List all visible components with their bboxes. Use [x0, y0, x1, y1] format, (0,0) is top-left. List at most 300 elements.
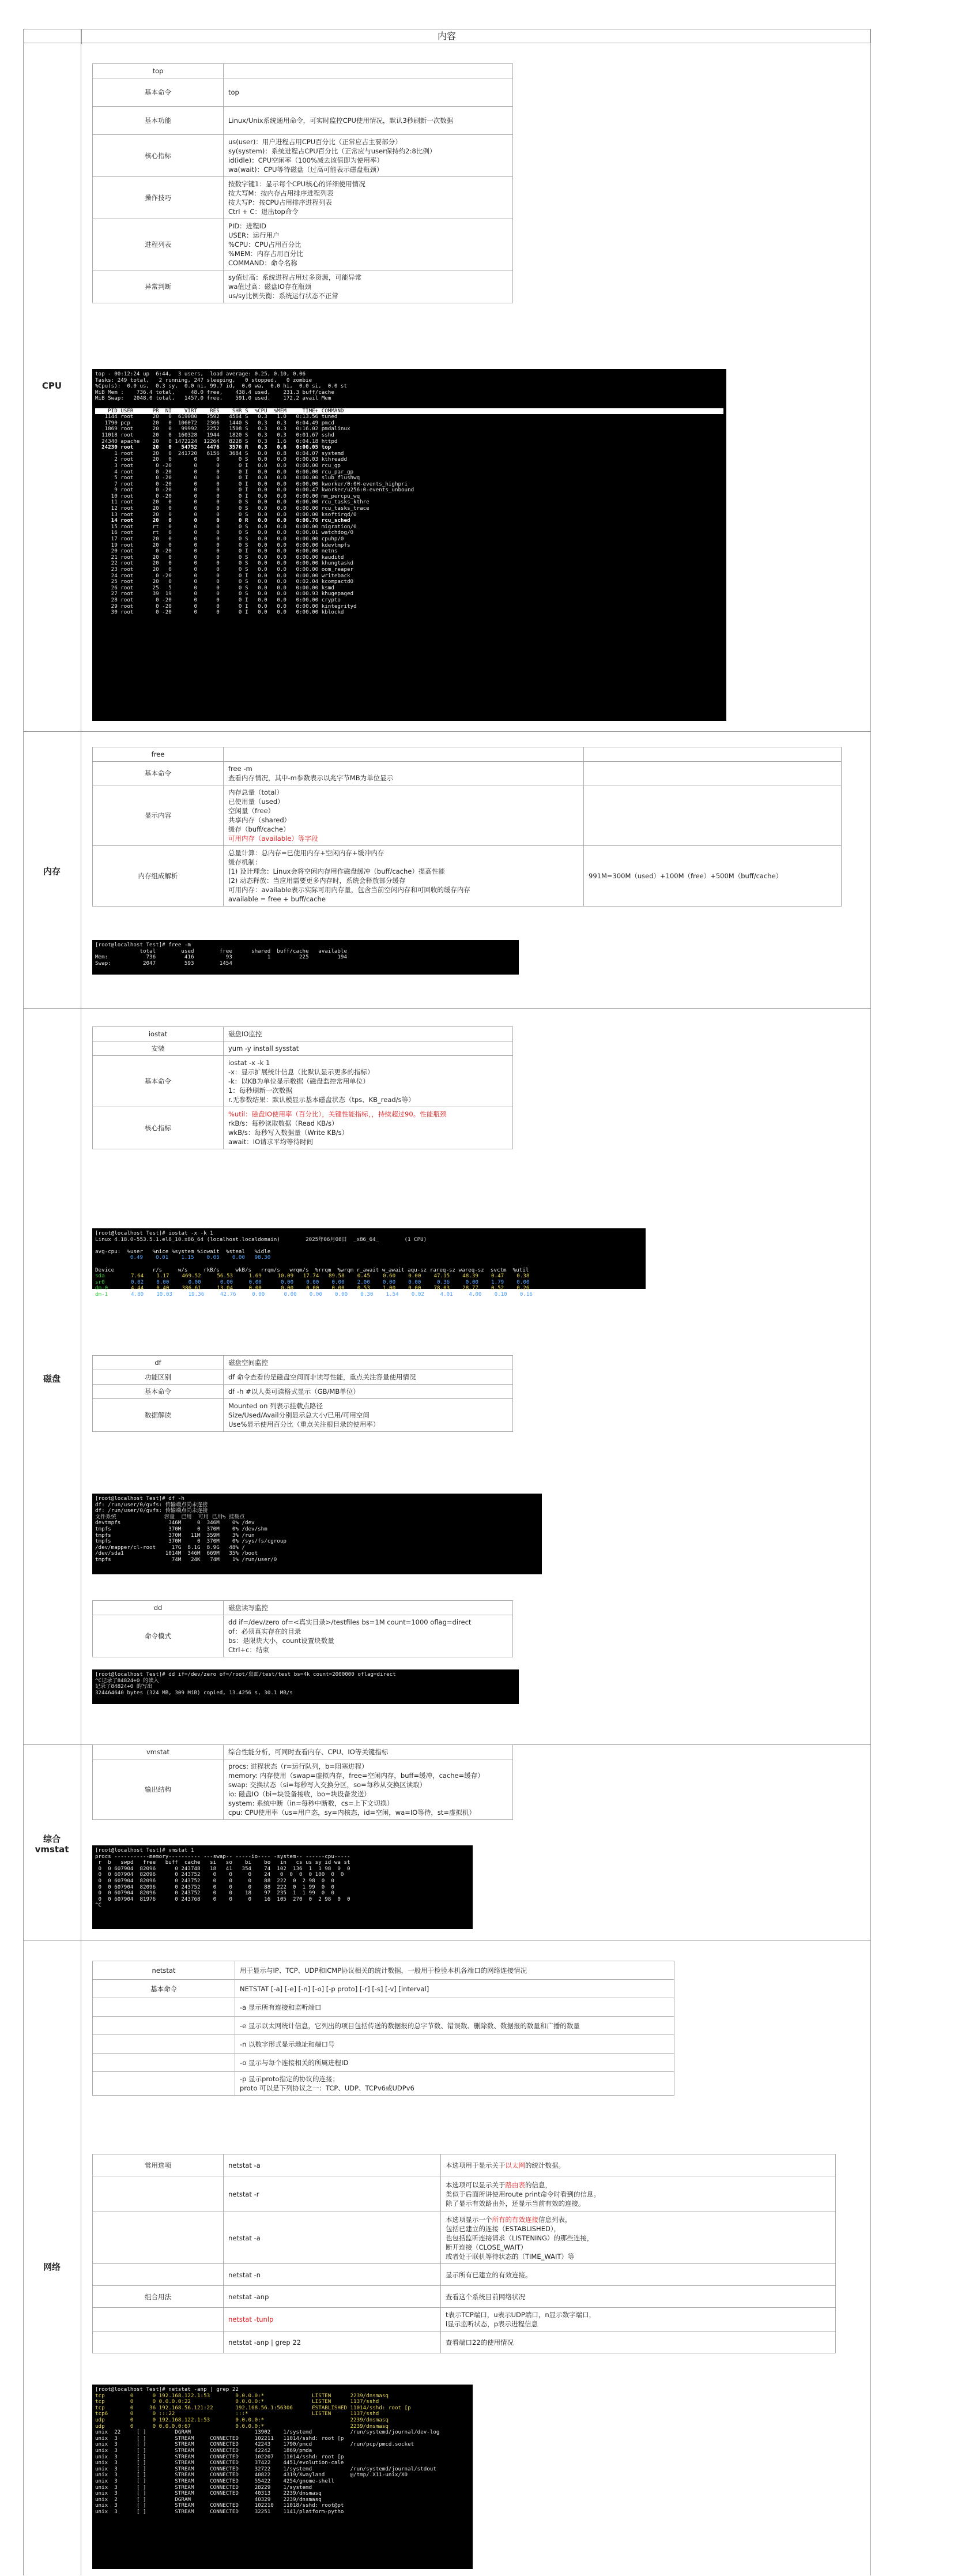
options-command-cell: netstat -r [224, 2176, 441, 2212]
top-process-row: 4 root 0 -20 0 0 0 I 0.0 0.0 0:00.00 rcu_par_gp [95, 468, 354, 475]
iostat-terminal-line: avg-cpu: %user %nice %system %iowait %steal %idle [95, 1248, 271, 1255]
df-terminal-line: 文件系统 容量 已用 可用 已用% 挂载点 [95, 1513, 245, 1520]
options-description-line: 也包括监听连接请求（LISTENING）的那些连接， [446, 2233, 594, 2242]
netstat-terminal-line: unix 3 [ ] STREAM CONNECTED 37422 4451/evolution-cale [95, 2460, 344, 2466]
iostat-table-value-line: await：IO请求平均等待时间 [228, 1138, 314, 1146]
vmstat-table-value-line: 综合性能分析，可同时查看内存、CPU、IO等关键指标 [228, 1748, 389, 1756]
iostat-device-name: sda [95, 1273, 105, 1280]
df-table-value-line: Use%显示使用百分比（重点关注根目录的使用率） [228, 1420, 380, 1428]
iostat-terminal-output [92, 1228, 646, 1298]
iostat-device-name: dm-0 [95, 1285, 108, 1292]
top-table-value-line: top [228, 88, 239, 96]
top-process-row: 24230 root 20 0 54752 4476 3576 R 0.3 0.6 0:00.05 top [95, 444, 331, 451]
df-terminal-line: /dev/sda1 1014M 346M 669M 35% /boot [95, 1550, 258, 1557]
options-row [93, 2331, 836, 2353]
df-table-value-line: Mounted on 列表示挂载点路径 [228, 1402, 323, 1410]
free-table-value-line: 空闲量（free） [228, 807, 275, 815]
iostat-table-value-cell [224, 1041, 513, 1056]
df-table-row [93, 1399, 513, 1432]
df-table-row [93, 1370, 513, 1385]
section-divider-cpu-mem [23, 731, 870, 732]
dd-table-value-line: of：必须真实存在的目录 [228, 1627, 301, 1635]
netstat-terminal-line: unix 3 [ ] STREAM CONNECTED 55422 4254/gnome-shell [95, 2477, 334, 2484]
options-description-line: t表示TCP端口，u表示UDP端口，n显示数字端口， [446, 2311, 596, 2319]
iostat-device-values: 4.80 10.03 19.36 42.76 0.00 0.00 0.00 0.00 0.30 1.54 0.02 4.01 4.00 0.10 0.16 [131, 1291, 533, 1298]
top-table-value-line: %CPU：CPU占用百分比 [228, 240, 301, 249]
netstat-terminal-line: unix 2 [ ] DGRAM 40329 2239/dnsmasq [95, 2496, 322, 2503]
dd-terminal-line: 324464640 bytes (324 MB, 309 MiB) copied, 13.4256 s, 30.1 MB/s [95, 1689, 293, 1696]
options-row [93, 2154, 836, 2176]
df-terminal-line: tmpfs 74M 24K 74M 1% /run/user/0 [95, 1556, 277, 1563]
netstat-terminal-line: unix 3 [ ] STREAM CONNECTED 32251 1141/platform-pytho [95, 2508, 344, 2515]
netstat-terminal-line: udp 0 0 192.168.122.1:53 0.0.0.0:* 2239/dnsmasq [95, 2416, 389, 2423]
top-process-row: 1869 root 20 0 99992 2252 1508 S 0.3 0.3 0:16.02 pmdalinux [95, 426, 350, 433]
netstat-table-key-cell [93, 2017, 235, 2035]
top-table-value-line: us(user)：用户进程占用CPU百分比（正常应占主要部分） [228, 138, 402, 146]
top-table-value-cell [224, 107, 513, 135]
dd-table-value-line: 磁盘读写监控 [228, 1604, 268, 1612]
netstat-terminal-line: unix 3 [ ] STREAM CONNECTED 102207 11014/sshd: root [p [95, 2453, 344, 2460]
dd-table-key-cell: dd [93, 1601, 224, 1615]
free-table-value-cell [224, 846, 584, 907]
iostat-device-values: 7.64 1.17 469.52 56.53 1.69 10.09 17.74 89.58 0.45 0.60 0.00 47.15 48.39 0.47 0.38 [131, 1273, 530, 1280]
top-table-head-blank [224, 64, 513, 78]
header-label-cell [24, 29, 82, 44]
netstat-table-value-line: -a 显示所有连接和监听端口 [240, 2003, 322, 2011]
free-terminal-line: [root@localhost Test]# free -m [95, 942, 191, 948]
netstat-options-table [92, 2154, 836, 2353]
dd-table-key-cell: 命令模式 [93, 1615, 224, 1657]
iostat-table-row [93, 1056, 513, 1107]
iostat-table-value-line: 磁盘IO监控 [228, 1030, 262, 1038]
dd-table-value-cell [224, 1601, 513, 1615]
top-process-row: 21 root 20 0 0 0 0 S 0.0 0.0 0:00.00 kauditd [95, 554, 344, 561]
free-table-head-row [93, 747, 842, 762]
netstat-table-value-cell [235, 1998, 674, 2017]
dd-table-value-line: bs：是限块大小，count设置块数量 [228, 1637, 334, 1645]
df-terminal-line: tmpfs 370M 0 370M 0% /sys/fs/cgroup [95, 1538, 286, 1545]
netstat-table-value-cell [235, 2054, 674, 2072]
vmstat-terminal-line: 0 0 607904 82096 0 243752 0 0 0 88 222 0 2 98 0 0 [95, 1877, 334, 1884]
netstat-table-key-cell [93, 2054, 235, 2072]
df-table-key-cell: df [93, 1356, 224, 1370]
netstat-terminal-line: [root@localhost Test]# netstat -anp | grep 22 [95, 2386, 239, 2393]
top-process-row: 1144 root 20 0 619080 7592 4564 S 0.3 1.0 0:13.56 tuned [95, 413, 338, 420]
df-table-row [93, 1356, 513, 1370]
dd-terminal-line: 记录了84824+0 的写出 [95, 1683, 153, 1690]
free-table-note-cell: 991M=300M（used）+100M（free）+500M（buff/cache） [584, 846, 842, 907]
top-table-value-cell [224, 78, 513, 107]
options-command-cell: netstat -tunlp [224, 2308, 441, 2331]
top-process-row: 20 root 0 -20 0 0 0 I 0.0 0.0 0:00.00 netns [95, 548, 338, 555]
options-description-cell [441, 2212, 836, 2264]
netstat-terminal-line: unix 3 [ ] STREAM CONNECTED 32722 1/systemd /run/systemd/journal/stdout [95, 2465, 436, 2472]
top-process-row: 11 root 20 0 0 0 0 S 0.0 0.0 0:00.00 rcu_tasks_kthre [95, 499, 369, 506]
free-table-value-cell [224, 762, 584, 785]
iostat-table-value-cell [224, 1107, 513, 1149]
netstat-table-value-cell [235, 2017, 674, 2035]
iostat-terminal-line: [root@localhost Test]# iostat -x -k 1 [95, 1230, 213, 1236]
free-terminal-line: Mem: 736 416 93 1 225 194 [95, 954, 347, 961]
free-table-value-line: (2) 动态释放：当应用需要更多内存时，系统会释放部分缓存 [228, 877, 406, 885]
top-process-row: 10 root 0 -20 0 0 0 I 0.0 0.0 0:00.00 mm_percpu_wq [95, 492, 360, 499]
top-process-row: 13 root 20 0 0 0 0 S 0.0 0.0 0:00.00 ksoftirqd/0 [95, 511, 357, 518]
netstat-table-value-line: NETSTAT [-a] [-e] [-n] [-o] [-p proto] [-r] [-s] [-v] [interval] [240, 1984, 429, 1993]
options-command-cell: netstat -n [224, 2264, 441, 2286]
top-process-row: 2 root 20 0 0 0 0 S 0.0 0.0 0:00.03 kthreadd [95, 456, 347, 463]
vmstat-terminal-line: 0 0 607904 82096 0 243752 0 0 0 24 0 0 0 0 100 0 0 [95, 1871, 344, 1878]
netstat-table-row [93, 1961, 674, 1980]
top-table-value-line: 按大写M：按内存占用排序进程列表 [228, 189, 334, 197]
vmstat-table-value-line: cpu: CPU使用率（us=用户态，sy=内核态，id=空闲，wa=IO等待，st=虚拟机） [228, 1808, 476, 1817]
vmstat-table-value-line: io: 磁盘IO（bi=块设备接收，bo=块设备发送） [228, 1790, 371, 1798]
free-terminal-output [92, 940, 519, 975]
top-table-value-line: 按数字键1：显示每个CPU核心的详细使用情况 [228, 180, 365, 188]
options-description-cell [441, 2264, 836, 2286]
iostat-device-row [95, 1292, 643, 1298]
netstat-table-value-line: proto 可以是下列协议之一：TCP、UDP、TCPv6或UDPv6 [240, 2084, 414, 2092]
top-process-row: 26 root 25 5 0 0 0 S 0.0 0.0 0:00.00 ksmd [95, 584, 334, 591]
dd-table-row [93, 1601, 513, 1615]
netstat-table-key-cell: netstat [93, 1961, 235, 1980]
top-process-row: 25 root 20 0 0 0 0 S 0.0 0.0 0:02.04 kcompactd0 [95, 578, 354, 585]
dd-table-value-cell [224, 1615, 513, 1657]
top-table-row [93, 78, 513, 107]
netstat-table-value-line: -e 显示以太网统计信息，它列出的项目包括传送的数据报的总字节数、错误数、删除数、数据报的数量和广播的数量 [240, 2021, 580, 2030]
vmstat-terminal-line: 0 0 607904 82096 0 243748 18 41 354 74 102 136 1 1 98 0 0 [95, 1865, 350, 1872]
options-description-line: l显示监听状态，p表示进程信息 [446, 2320, 538, 2328]
iostat-table-row [93, 1107, 513, 1149]
free-table-value-line: 缓存机制： [228, 858, 262, 866]
vmstat-table-key-cell: vmstat [93, 1745, 224, 1759]
iostat-table-key-cell: 安装 [93, 1041, 224, 1056]
top-process-row: 27 root 39 19 0 0 0 S 0.0 0.0 0:00.93 khugepaged [95, 591, 354, 597]
options-description-cell [441, 2308, 836, 2331]
free-table-row [93, 846, 842, 907]
top-table-row [93, 219, 513, 270]
options-description-line: 除了显示有效路由外，还显示当前有效的连接。 [446, 2199, 585, 2208]
options-command-cell: netstat -anp [224, 2286, 441, 2308]
top-summary-line: Tasks: 249 total, 2 running, 247 sleeping, 0 stopped, 0 zombie [95, 377, 312, 383]
netstat-terminal-line: udp 0 0 0.0.0.0:67 0.0.0.0:* 2239/dnsmasq [95, 2423, 389, 2430]
netstat-terminal-line: tcp 0 0 192.168.122.1:53 0.0.0.0:* LISTEN 2239/dnsmasq [95, 2392, 389, 2399]
options-description-cell [441, 2331, 836, 2353]
top-process-row: 5 root 0 -20 0 0 0 I 0.0 0.0 0:00.00 slub_flushwq [95, 475, 360, 482]
df-terminal-line: /dev/mapper/cl-root 17G 8.1G 8.9G 48% / [95, 1544, 245, 1551]
df-table-value-line: df -h #以人类可读格式显示（GB/MB单位） [228, 1387, 360, 1396]
free-table-value-line: free -m [228, 765, 252, 773]
netstat-terminal-line: unix 3 [ ] STREAM CONNECTED 42243 1790/pmcd /run/pcp/pmcd.socket [95, 2441, 414, 2448]
free-table-value-line: 查看内存情况，其中-m参数表示以兆字节MB为单位显示 [228, 774, 394, 782]
netstat-table-key-cell [93, 2035, 235, 2054]
vmstat-terminal-line: [root@localhost Test]# vmstat 1 [95, 1847, 194, 1853]
iostat-device-values: 4.44 0.40 386.61 13.04 0.00 0.00 0.00 0.00 0.53 1.00 0.00 78.03 28.77 0.52 0.26 [131, 1285, 530, 1292]
top-table-key-cell: 异常判断 [93, 270, 224, 303]
netstat-terminal-line: unix 3 [ ] STREAM CONNECTED 40313 2239/dnsmasq [95, 2490, 322, 2497]
netstat-info-table [92, 1961, 674, 2096]
free-table-row [93, 785, 842, 846]
netstat-table-value-line: -n 以数字形式显示地址和端口号 [240, 2040, 335, 2048]
free-table-value-line: available = free + buff/cache [228, 895, 326, 903]
netstat-table-value-cell [235, 1961, 674, 1980]
options-category-cell: 组合用法 [93, 2286, 224, 2308]
top-table-value-line: USER：运行用户 [228, 231, 280, 239]
netstat-table-row [93, 2072, 674, 2096]
iostat-terminal-line [95, 1261, 643, 1268]
top-process-row: 9 root 0 -20 0 0 0 I 0.0 0.0 0:00.47 kworker/u256:0-events_unbound [95, 487, 414, 494]
vmstat-terminal-line: ^C [95, 1902, 102, 1909]
vmstat-terminal-line: 0 0 607904 81976 0 243768 0 0 0 16 105 270 0 2 98 0 0 [95, 1896, 350, 1902]
top-table-value-line: Ctrl + C：退出top命令 [228, 208, 299, 216]
df-table-value-line: 磁盘空间监控 [228, 1359, 268, 1367]
netstat-table-row [93, 2017, 674, 2035]
options-category-cell [93, 2331, 224, 2353]
section-title-memory: 内存 [43, 866, 61, 877]
dd-table-value-line: dd if=/dev/zero of=<真实目录>/testfiles bs=1M count=1000 oflag=direct [228, 1618, 472, 1626]
top-process-row: 14 root 20 0 0 0 0 R 0.0 0.0 0:00.76 rcu_sched [95, 517, 350, 524]
iostat-device-name: dm-1 [95, 1291, 108, 1298]
options-description-line: 包括已建立的连接（ESTABLISHED）， [446, 2224, 561, 2233]
df-table-key-cell: 数据解读 [93, 1399, 224, 1432]
vmstat-terminal-line: r b swpd free buff cache si so bi bo in cs us sy id wa st [95, 1859, 350, 1866]
top-terminal-output [92, 369, 726, 721]
netstat-table-row [93, 2035, 674, 2054]
section-title-disk: 磁盘 [43, 1374, 61, 1384]
iostat-table-value-line: yum -y install sysstat [228, 1044, 299, 1052]
netstat-terminal-line: unix 22 [ ] DGRAM 13902 1/systemd /run/systemd/journal/dev-log [95, 2429, 440, 2436]
netstat-table-value-cell [235, 1980, 674, 1998]
vmstat-table-row [93, 1745, 513, 1759]
free-table-value-line: 可用内存：available表示实际可用内存量，包含当前空闲内存和可回收的缓存内存 [228, 886, 470, 894]
top-table-key-cell: 操作技巧 [93, 177, 224, 219]
free-terminal-line: total used free shared buff/cache available [95, 947, 347, 954]
top-process-row: 29 root 0 -20 0 0 0 I 0.0 0.0 0:00.00 kintegrityd [95, 603, 357, 610]
vmstat-table-value-cell [224, 1759, 513, 1820]
top-table-value-line: 按大写P：按CPU占用排序进程列表 [228, 198, 332, 206]
options-command-cell: netstat -a [224, 2212, 441, 2264]
iostat-device-values: 0.02 0.00 0.00 0.00 0.00 0.00 0.00 0.00 2.00 0.00 0.00 0.36 0.00 1.79 0.00 [131, 1278, 530, 1285]
top-process-row: 1 root 20 0 241720 6156 3684 S 0.0 0.8 0:04.07 systemd [95, 450, 344, 457]
options-category-cell: 常用选项 [93, 2154, 224, 2176]
iostat-table-value-line: -k：以KB为单位显示数据（磁盘监控常用单位） [228, 1077, 369, 1085]
free-table-value-line: 缓存（buff/cache） [228, 825, 290, 833]
options-description-cell [441, 2176, 836, 2212]
iostat-table-highlight-line: %util：磁盘IO使用率（百分比），关键性能指标，，持续超过90。性能瓶颈 [228, 1110, 447, 1118]
dd-table-row [93, 1615, 513, 1657]
top-process-row: 1790 pcp 20 0 106072 2366 1440 S 0.3 0.3 0:04.49 pmcd [95, 419, 334, 426]
df-table-value-cell [224, 1399, 513, 1432]
top-table-key-cell: 核心指标 [93, 135, 224, 177]
vmstat-terminal-line: procs -----------memory---------- ---swap-- -----io---- -system-- ------cpu----- [95, 1853, 350, 1860]
top-summary-line: %Cpu(s): 0.0 us, 0.3 sy, 0.0 ni, 99.7 id, 0.0 wa, 0.0 hi, 0.0 si, 0.0 st [95, 383, 347, 390]
dd-terminal-output [92, 1669, 519, 1704]
netstat-table-key-cell [93, 2072, 235, 2096]
vmstat-table-value-line: procs: 进程状态（r=运行队列，b=阻塞进程） [228, 1762, 368, 1770]
options-row [93, 2308, 836, 2331]
options-row [93, 2264, 836, 2286]
options-category-cell [93, 2264, 224, 2286]
top-table-value-cell [224, 177, 513, 219]
netstat-table-row [93, 1998, 674, 2017]
netstat-terminal-line: unix 3 [ ] STREAM CONNECTED 42242 1869/pmda [95, 2447, 312, 2454]
iostat-table-value-line: wkB/s：每秒写入数据量（Write KB/s） [228, 1129, 349, 1137]
options-description-line: 本选项用于显示关于以太网的统计数据。 [446, 2161, 565, 2169]
options-category-cell [93, 2308, 224, 2331]
options-description-line: 本选项显示一个所有的有效连接信息列表， [446, 2215, 572, 2224]
top-process-row: 7 root 0 -20 0 0 0 I 0.0 0.0 0:00.00 kworker/0:0H-events_highpri [95, 480, 408, 487]
iostat-table-value-cell [224, 1027, 513, 1041]
free-table-value-line: 共享内存（shared） [228, 816, 291, 824]
netstat-table-value-line: -p 显示proto指定的协议的连接； [240, 2075, 339, 2083]
top-table-row [93, 135, 513, 177]
options-description-line: 或者处于联机等待状态的（TIME_WAIT）等 [446, 2252, 575, 2261]
top-process-row: 28 root 0 -20 0 0 0 I 0.0 0.0 0:00.00 crypto [95, 596, 341, 603]
free-table-key-cell: 内存组成解析 [93, 846, 224, 907]
top-table-value-line: PID：进程ID [228, 222, 266, 230]
section-divider-mem-disk [23, 1008, 870, 1009]
top-table-head-cell: top [93, 64, 224, 78]
top-table-value-cell [224, 219, 513, 270]
top-table-row [93, 177, 513, 219]
df-terminal-line: df: /run/user/0/gvfs: 传输端点尚未连接 [95, 1501, 208, 1508]
iostat-terminal-line: Linux 4.18.0-553.5.1.el8_10.x86_64 (localhost.localdomain) 2025年06月08日 _x86_64_ (1 CPU) [95, 1236, 427, 1243]
top-process-row: 24 root 0 -20 0 0 0 I 0.0 0.0 0:00.00 writeback [95, 572, 350, 579]
top-column-header: PID USER PR NI VIRT RES SHR S %CPU %MEM TIME+ COMMAND [95, 408, 723, 415]
options-description-line: 本选项可以显示关于路由表的信息， [446, 2180, 552, 2189]
content-header [23, 29, 870, 43]
iostat-table-key-cell: iostat [93, 1027, 224, 1041]
dd-terminal-line: [root@localhost Test]# dd if=/dev/zero of=/root/桌面/test/test bs=4k count=2000000 oflag=direct [95, 1671, 396, 1678]
options-description-line: 断开连接（CLOSE_WAIT） [446, 2243, 527, 2251]
df-terminal-line: tmpfs 370M 0 370M 0% /dev/shm [95, 1525, 267, 1532]
top-summary-line: MiB Swap: 2048.0 total, 1457.0 free, 591.0 used. 172.2 avail Mem [95, 395, 331, 402]
outer-left-border [23, 29, 24, 2575]
vmstat-table-row [93, 1759, 513, 1820]
df-table-key-cell: 功能区别 [93, 1370, 224, 1385]
vmstat-terminal-line: 0 0 607904 82096 0 243752 0 0 0 88 222 0 1 99 0 0 [95, 1883, 334, 1890]
df-terminal-line: tmpfs 370M 11M 359M 3% /run [95, 1532, 255, 1539]
netstat-table-row [93, 2054, 674, 2072]
dd-table-value-line: Ctrl+c：结束 [228, 1646, 269, 1654]
top-table-row [93, 270, 513, 303]
netstat-table-key-cell: 基本命令 [93, 1980, 235, 1998]
vmstat-table-value-cell [224, 1745, 513, 1759]
vmstat-table-value-line: system: 系统中断（in=每秒中断数，cs=上下文切换） [228, 1799, 394, 1807]
iostat-table-row [93, 1027, 513, 1041]
dd-info-table [92, 1600, 513, 1657]
vmstat-terminal-line: 0 0 607904 82096 0 243752 0 0 18 97 235 1 1 99 0 0 [95, 1890, 334, 1897]
free-table-highlight-line: 可用内存（available）等字段 [228, 834, 318, 843]
options-row [93, 2212, 836, 2264]
vmstat-info-table [92, 1744, 513, 1820]
top-summary-line: MiB Mem : 736.4 total, 48.0 free, 438.4 used, 231.3 buff/cache [95, 389, 334, 396]
options-description-emphasis: 所有的有效连接 [492, 2215, 538, 2224]
top-process-row: 23 root 20 0 0 0 0 S 0.0 0.0 0:00.00 oom_reaper [95, 566, 354, 573]
top-table-value-line: Linux/Unix系统通用命令，可实时监控CPU使用情况，默认3秒刷新一次数据 [228, 116, 454, 125]
top-process-row: 16 root rt 0 0 0 0 S 0.0 0.0 0:00.01 watchdog/0 [95, 529, 354, 536]
netstat-terminal-output [92, 2385, 473, 2569]
top-summary-line: top - 00:12:24 up 6:44, 3 users, load average: 0.25, 0.10, 0.06 [95, 371, 306, 377]
dd-terminal-line: ^C记录了84824+0 的读入 [95, 1677, 159, 1684]
top-table-row [93, 107, 513, 135]
iostat-terminal-line: 0.49 0.01 1.15 0.05 0.00 98.30 [95, 1254, 271, 1261]
top-blank-line [95, 402, 723, 408]
netstat-table-value-cell [235, 2072, 674, 2096]
top-table-key-cell: 进程列表 [93, 219, 224, 270]
free-table-value-line: 总量计算：总内存=已使用内存+空闲内存+缓冲内存 [228, 849, 384, 857]
iostat-table-row [93, 1041, 513, 1056]
header-title: 内容 [437, 31, 456, 42]
section-title-cpu: CPU [42, 381, 62, 391]
netstat-terminal-line: tcp6 0 0 :::22 :::* LISTEN 1137/sshd [95, 2410, 379, 2417]
netstat-terminal-line: tcp 0 0 0.0.0.0:22 0.0.0.0:* LISTEN 1137/sshd [95, 2398, 379, 2405]
free-table-head-blank2 [584, 747, 842, 762]
top-table-value-line: COMMAND：命令名称 [228, 259, 297, 267]
free-table-row [93, 762, 842, 785]
vmstat-terminal-output [92, 1845, 473, 1929]
section-title-vmstat: 综合 vmstat [35, 1834, 69, 1855]
options-row [93, 2176, 836, 2212]
vmstat-table-value-line: swap: 交换状态（si=每秒写入交换分区，so=每秒从交换区读取） [228, 1781, 427, 1789]
iostat-terminal-line: Device r/s w/s rkB/s wkB/s rrqm/s wrqm/s %rrqm %wrqm r_await w_await aqu-sz rareq-sz wareq-sz svctm %util [95, 1266, 529, 1273]
options-command-cell: netstat -a [224, 2154, 441, 2176]
options-description-line: 查看这个系统目前网络状况 [446, 2292, 525, 2301]
vmstat-table-value-line: memory: 内存使用（swap=虚拟内存，free=空闲内存，buff=缓冲，cache=缓存） [228, 1772, 484, 1780]
iostat-device-name: sr0 [95, 1278, 105, 1285]
top-process-row: 11018 root 20 0 160328 1944 1820 S 0.3 0.3 0:01.67 sshd [95, 431, 334, 438]
top-table-value-line: us/sy比例失衡：系统运行状态不正常 [228, 292, 338, 300]
free-table-value-line: 内存总量（total） [228, 788, 284, 796]
iostat-table-value-line: rkB/s：每秒读取数据（Read KB/s） [228, 1119, 338, 1127]
df-table-value-cell [224, 1356, 513, 1370]
free-info-table [92, 747, 842, 907]
options-description-emphasis: 路由表 [505, 2180, 525, 2189]
df-info-table [92, 1355, 513, 1432]
df-terminal-line: [root@localhost Test]# df -h [95, 1495, 184, 1502]
free-table-value-cell [224, 785, 584, 846]
top-process-row: 24340 apache 20 0 1472224 12264 8228 S 0.3 1.6 0:04.18 httpd [95, 438, 338, 445]
free-table-note-cell [584, 762, 842, 785]
options-category-cell [93, 2212, 224, 2264]
top-table-value-cell [224, 270, 513, 303]
netstat-table-value-cell [235, 2035, 674, 2054]
free-table-note-cell [584, 785, 842, 846]
df-table-value-line: df 命令查看的是磁盘空间而非读写性能，重点关注容量使用情况 [228, 1373, 416, 1381]
free-table-value-line: 已使用量（used） [228, 798, 284, 806]
top-process-row: 22 root 20 0 0 0 0 S 0.0 0.0 0:00.00 khungtaskd [95, 560, 354, 567]
netstat-table-value-line: 用于显示与IP、TCP、UDP和ICMP协议相关的统计数据，一般用于检验本机各端口的网络连接情况 [240, 1966, 527, 1975]
outer-right-border [870, 29, 871, 2575]
options-description-cell [441, 2154, 836, 2176]
options-description-line: 查看端口22的使用情况 [446, 2338, 514, 2346]
df-table-value-cell [224, 1370, 513, 1385]
options-command-cell: netstat -anp | grep 22 [224, 2331, 441, 2353]
netstat-table-value-line: -o 显示与每个连接相关的所属进程ID [240, 2058, 349, 2067]
top-table-key-cell: 基本功能 [93, 107, 224, 135]
top-table-value-line: wa值过高：磁盘IO存在瓶颈 [228, 283, 311, 291]
netstat-terminal-line: unix 3 [ ] STREAM CONNECTED 102211 11014/sshd: root [p [95, 2435, 344, 2442]
options-description-line: 显示所有已建立的有效连接。 [446, 2270, 532, 2279]
vmstat-table-key-cell: 输出结构 [93, 1759, 224, 1820]
options-description-emphasis: 以太网 [505, 2161, 525, 2169]
free-table-key-cell: 基本命令 [93, 762, 224, 785]
df-terminal-line: devtmpfs 346M 0 346M 0% /dev [95, 1520, 255, 1526]
df-terminal-line: df: /run/user/0/gvfs: 传输端点尚未连接 [95, 1507, 208, 1514]
netstat-terminal-line: unix 3 [ ] STREAM CONNECTED 40822 4319/Xwayland @/tmp/.X11-unix/X0 [95, 2472, 408, 2479]
top-table-value-cell [224, 135, 513, 177]
netstat-terminal-line: unix 3 [ ] STREAM CONNECTED 102210 11018/sshd: root@pt [95, 2502, 344, 2509]
top-process-row: 15 root rt 0 0 0 0 S 0.0 0.0 0:00.00 migration/0 [95, 523, 357, 530]
